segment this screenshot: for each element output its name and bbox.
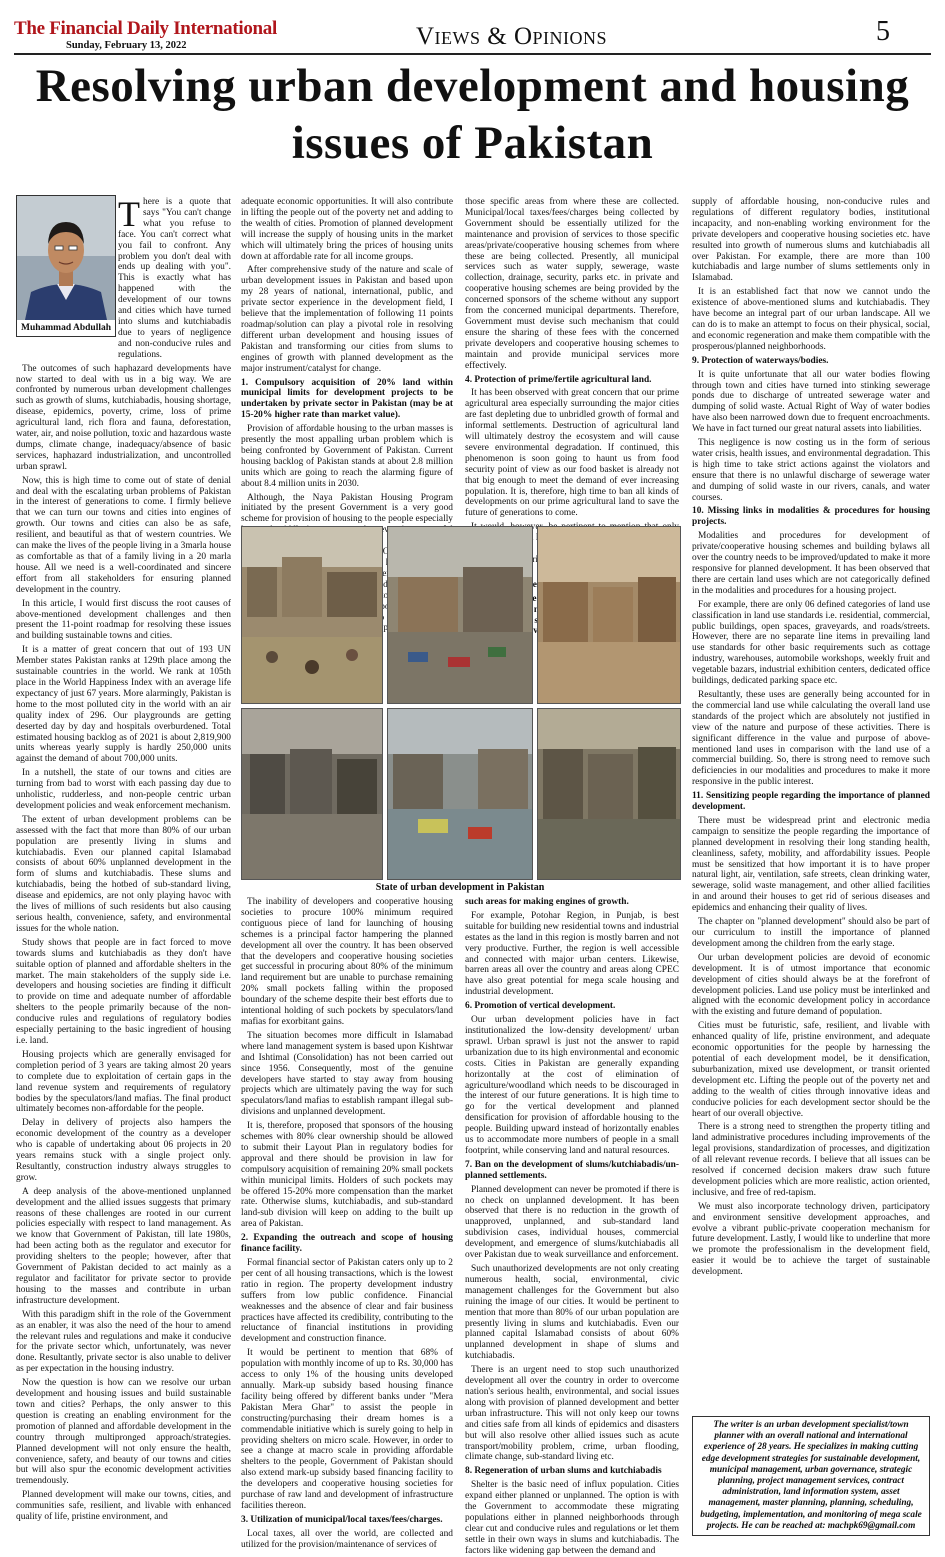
paragraph: It would be pertinent to mention that 68% of population with monthly income of up to Rs. 30,000 has access to only 1% of the housing units developed annually. Mark-up subsidy based housing finance facility being offered by different banks under "Mera Pakistan Mera Ghar" to assist the people in constructing/purchasing their dream homes is a commendable initiative which is surely going to help in providing shelters on micro scale. However, in order to see a change at macro scale in providing affordable shelters to the people, Government of Pakistan should also extend mark-up subsidy based financing facility to the developers and cooperative housing societies for purchase of raw land and development of infrastructure facilities thereon. bbox=[241, 1348, 453, 1511]
author-bio-box: The writer is an urban development specialist/town planner with an overall national and international experience of 28 years. He specializes in making cutting edge development strategies for sustainable development, municipal management, urban governance, strategic planning, project management services, contract administration, land information system, asset management, master planning, planning, scheduling, budgeting, implementation, and monitoring of mega scale projects. He can be reached at: machpk69@gmail.com bbox=[692, 1416, 930, 1536]
column-3-top bbox=[465, 197, 679, 524]
subheading: 9. Protection of waterways/bodies. bbox=[692, 355, 829, 366]
subheading: 6. Promotion of vertical development. bbox=[465, 1001, 616, 1012]
paragraph: With this paradigm shift in the role of the Government as an enabler, it was also the need of the hour to amend the relevant rules and regulations and make it conducive for the private sector which, unfortunately, was never done. Resultantly, private sector is also unable to deliver as per expectation in the housing industry. bbox=[16, 1309, 231, 1375]
subheading: 1. Compulsory acquisition of 20% land within municipal limits for development projects to be undertaken by private sector in Pakistan (may be at 15-20% higher rate than market value). bbox=[241, 377, 453, 421]
paragraph: A deep analysis of the above-mentioned unplanned development and the allied issues suggests that primary reasons of these challenges are rooted in our current policies especially with respect to land management. As we know that Government of Pakistan, till late 1980s, had been acting both as the regulator and executor for providing shelters to the people; however, after that Government of Pakistan decided to act mainly as a regulator and facilitator for private sector to provide housing to the masses and contribute in urban infrastructure development. bbox=[16, 1186, 231, 1306]
paragraph: We must also incorporate technology driven, participatory and environment sensitive development approaches, and evolve a vibrant public-private cooperation mechanism for future development. Lastly, I would like to underline that more we promote the professionalism in the development field, easier it would be to achieve the target of sustainable development. bbox=[692, 1201, 930, 1278]
photo-urban-slum-4 bbox=[241, 708, 383, 880]
subheading: 8. Regeneration of urban slums and kutchiabadis bbox=[465, 1466, 662, 1477]
photo-urban-slum-5 bbox=[537, 708, 681, 880]
dropcap: T bbox=[118, 194, 140, 234]
column-1 bbox=[16, 194, 231, 1532]
photo-urban-slum-2 bbox=[387, 526, 533, 704]
paragraph: In this article, I would first discuss the root causes of above-mentioned development challenges and then present the 11-point roadmap for resolving these issues and building sustainable towns and cities. bbox=[16, 598, 231, 642]
paragraph: Such unauthorized developments are not only creating numerous health, social, environmental, civic management challenges for the Government but also ruining the image of our cities. It would be pertinent to mention that more than 80% of our urban population are presently living in slums and kutchiabadis. Even our planned capital Islamabad consists of about 60% unplanned development in shape of slums and kutchiabadis. bbox=[465, 1264, 679, 1362]
paragraph: Our urban development policies are devoid of economic development. It is of utmost importance that economic development of cities should always be at the forefront of development policies. Land use policy must be interlinked and aligned with the economic development policy in accordance with the existing and future demand of population. bbox=[692, 952, 930, 1018]
paragraph: supply of affordable housing, non-conducive rules and regulations of different regulatory bodies, institutional incapacity, and non-enabling working environment for the private developers and cooperative housing societies etc. have resulted into growth of numerous slums and kutchiabadis all over Pakistan. For example, there are more than 100 kutchiabadis and large number of slums settlements only in Islamabad. bbox=[692, 197, 930, 284]
paragraph: The chapter on "planned development" should also be part of our curriculum to instill the importance of planned development among the children from the early stage. bbox=[692, 917, 930, 949]
paragraph: It has been observed with great concern that our prime agricultural area especially surrounding the major cities are fast depleting due to unbridled growth of formal and informal settlements. Destruction of agricultural land will ultimately destroy the ecosystem and will cause severe environmental degradation. If continued, this phenomenon is soon going to haunt us from food security point of view as our food basket is already not that big enough to meet the demand of ever increasing population. It is, therefore, high time to ban all kinds of developments on our prime agricultural land to save the future of generations to come. bbox=[465, 388, 679, 519]
photo-urban-slum-1 bbox=[241, 526, 383, 704]
paragraph: For example, Potohar Region, in Punjab, is best suitable for building new residential towns and industrial estates as the land in this region is mostly barren and not very productive. Further, the region is well accessible and connected with major urban centers. Likewise, barren areas all over the country and areas along CPEC have also great potential for mega scale housing and industrial development. bbox=[465, 910, 679, 998]
intro-text: here is a quote that says "You can't change what you refuse to face. You can't correct what you fail to confront. Any problem you don't deal with ends up dealing with you". This is exactly what has happened with the development of our towns and cities which have turned into slums and kutchiabadis due to years of negligence and non-conducive rules and regulations. bbox=[118, 197, 231, 360]
subheading: 7. Ban on the development of slums/kutchiabadis/un-planned settlements. bbox=[465, 1159, 679, 1181]
paragraph: Now, this is high time to come out of state of denial and deal with the escalating urban problems of Pakistan in the interest of generations to come. I firmly believe that we can turn our towns and cities into engines of growth. Our towns and cities can also be as safe, resilient, and beautiful as that of western countries. We can make the lives of the people living in a 3marla house as comfortable as that of a family living in a 20 marla house. All we need is a well-coordinated and sincere effort from all stakeholders for ensuring planned development in the country. bbox=[16, 475, 231, 595]
paragraph: Planned development can never be promoted if there is no check on unplanned development. It has been observed that there is no reduction in the growth of unapproved, unplanned, and sub-standard land subdivision cases, individual houses, commercial development, and emergence of slums/kutchiabadis all over Pakistan due to weak surveillance and enforcement. bbox=[465, 1184, 679, 1261]
subheading: 10. Missing links in modalities & procedures for housing projects. bbox=[692, 506, 930, 528]
author-name: Muhammad Abdullah bbox=[17, 320, 115, 336]
paragraph: This negligence is now costing us in the form of serious water crisis, health issues, and environmental degradation. This is high time to take strict actions against the violators and ensure that there is no unlawful discharge of sewerage water and dumping of solid waste in our rivers, canals, and water courses. bbox=[692, 438, 930, 503]
subheading: such areas for making engines of growth. bbox=[465, 897, 629, 907]
paragraph: Formal financial sector of Pakistan caters only up to 2 per cent of all housing transactions, which is the lowest ratio in region. The property development industry suffers from low public confidence. Financial weaknesses and the absence of clear and fair business practices have affected its credibility, contributing to the reluctance of financial institutions in providing development and construction finance. bbox=[241, 1258, 453, 1345]
column-2-bottom bbox=[241, 897, 453, 1550]
paragraph: Provision of affordable housing to the urban masses is presently the most appalling urban problem which is being confronted by Government of Pakistan. Current housing backlog of Pakistan stands at about 2.8 million units which are going to reach the alarming figure of about 8.4 million units in 2030. bbox=[241, 424, 453, 489]
paragraph: The outcomes of such haphazard developments have now started to deal with us in a big way. We are confronted by numerous urban development challenges such as growth of slums, kutchiabadis, housing shortage, disease, epidemics, poverty, crime, loss of prime agricultural land, rich flora and fauna, deforestation, water, air, and noise pollution, toxic and hazardous waste dumps, climate change, inadequacy/absence of basic services, haphazard industrialization, and uncontrolled urban sprawl. bbox=[16, 363, 231, 472]
header-rule bbox=[14, 53, 931, 55]
paragraph: Modalities and procedures for development of private/cooperative housing schemes and building bylaws all over the country needs to be improved/updated to make it more responsive for planned development. It has been observed that there are certain land uses which are not categorically defined in the modalities and procedures for a housing project. bbox=[692, 531, 930, 596]
paragraph: Our urban development policies have in fact institutionalized the low-density development/ urban sprawl. Urban sprawl is just not the answer to rapid urbanization due to its high environmental and economic costs. Cities in Pakistan are generally expanding horizontally at the cost of elimination of agriculture/woodland which needs to be discouraged in the interest of our future generations. It is high time to go for the vertical development and planned densification for provision of affordable housing to the people. Building upward instead of horizontally enables us to accommodate more numbers of people in a small footprint, while conserving land and natural resources. bbox=[465, 1015, 679, 1156]
newspaper-name: The Financial Daily International bbox=[14, 18, 277, 39]
headline: Resolving urban development and housing issues of Pakistan bbox=[35, 60, 910, 169]
paragraph: It is an established fact that now we cannot undo the existence of above-mentioned slums and kutchiabadis. They have become an integral part of our urban landscape. All we can do is to make an attempt to focus on their physical, social, and economic regeneration and make them compatible with the prosperous/planned neighborhoods. bbox=[692, 287, 930, 352]
subheading: 2. Expanding the outreach and scope of housing finance facility. bbox=[241, 1233, 453, 1255]
column-2-top bbox=[241, 197, 453, 612]
section-title: Views & Opinions bbox=[416, 23, 608, 50]
paragraph: Shelter is the basic need of influx population. Cities expand either planned or unplanned. The option is with the Government to accommodate these migrating populations either in planned neighborhoods through clear cut and conducive rules and regulations or let them settle in their own ways in slums and kutchiabadis. The factors like widening gap between the demand and bbox=[465, 1480, 679, 1556]
column-3-bottom bbox=[465, 897, 679, 1556]
paragraph: After comprehensive study of the nature and scale of urban development issues in Pakistan and based upon my 28 years of national, international, public, and private sector experience in the development field, I believe that the implementation of following 11 points roadmap/solution can play a pivotal role in resolving different urban development and housing issues of Pakistan and transforming our cities from slums to engines of growth with planned development as the major instrument/catalyst for change. bbox=[241, 265, 453, 374]
paragraph: The extent of urban development problems can be assessed with the fact that more than 80% of our urban population are presently living in slums and kutchiabadis. Even our planned capital Islamabad consists of about 60% unplanned development in the form of slums and kutchiabadis. These slums and kutchiabadis, being the hotbed of sub-standard living, disease and epidemics, are not only playing havoc with the lives of millions of such residents but also causing serious health, convenience, safety, and environmental issues for the whole nation. bbox=[16, 814, 231, 934]
paragraph: Although, the Naya Pakistan Housing Program initiated by the present Government is a very good scheme for provision of housing to the people especially to supportive bbox=[241, 492, 453, 612]
paragraph: Study shows that people are in fact forced to move towards slums and kutchiabadis as they don't have suitable option of planned and affordable shelters in the market. The main stakeholders of the supply side i.e. developers and housing societies are finding it difficult to provide on time and adequate number of affordable shelters to the people primarily because of the non-conducive rules and regulations of regulatory bodies especially pertaining to the basic ingredient of housing i.e. land. bbox=[16, 937, 231, 1046]
paragraph: The inability of developers and cooperative housing societies to procure 100% minimum required contiguous piece of land for launching of housing schemes is a principal factor hampering the planned development all over the country. It has been observed that the developers and cooperative housing societies get successful in procuring about 80% of the minimum land requirement but are unable to purchase remaining 20% small pockets falling within the proposed boundary of the scheme despite their best efforts due to intentional holding of such pockets by speculators/land mafias for exorbitant gains. bbox=[241, 897, 453, 1027]
paragraph: For example, there are only 06 defined categories of land use classification in land use standards i.e. residential, commercial, public buildings, open spaces, graveyards, and roads/streets. However, there are no separate line items in prevailing land use standards for other basic requirements such as cottage industry, warehouses, automobile workshops, weekly fruit and vegetable bazars, industrial exhibition centers, dedicated office buildings, dedicated parking space etc. bbox=[692, 599, 930, 687]
paragraph: adequate economic opportunities. It will also contribute in lifting the people out of the poverty net and adding to the wealth of cities. Promotion of planned development will increase the supply of housing units in the market which will ultimately bring the prices of housing units down at affordable rate for all income groups. bbox=[241, 197, 453, 262]
column-4 bbox=[692, 197, 930, 1410]
page-number: 5 bbox=[876, 16, 890, 47]
paragraph: It is, therefore, proposed that sponsors of the housing schemes with 80% clear ownership should be allowed to submit their Layout Plan in regulatory bodies for approval and there should be provision in law for compulsory acquisition of remaining 20% small pockets within municipal limits. Holders of such pockets may be offered 15-20% more compensation than the market rate. Otherwise slums, kutchiabadis, and sub-standard land-sub division will keep on adding to the built up area of Pakistan. bbox=[241, 1121, 453, 1230]
paragraph: Local taxes, all over the world, are collected and utilized for the provision/maintenance of services of bbox=[241, 1528, 453, 1550]
paragraph: Planned development will make our towns, cities, and communities safe, resilient, and livable with enhanced quality of life, pristine environment, and bbox=[16, 1490, 231, 1523]
paragraph: It is quite unfortunate that all our water bodies flowing through town and cities have turned into stinking sewerage ponds due to discharge of untreated sewerage water and dumping of solid waste. Actual Right of Way of water bodies have also been narrowed down due to frequent encroachments. We have in fact turned our great natural assets into liabilities. bbox=[692, 369, 930, 435]
paragraph: There is an urgent need to stop such unauthorized development all over the country in order to overcome nation's serious health, environmental, and social issues along with provision of planned development and better urban infrastructure. This will not only keep our towns and cities safe from all kinds of epidemics and disasters but will also resolve other allied issues such as acute transport/mobility problem, crime, urban flooding, climate change, sub-standard living etc. bbox=[465, 1365, 679, 1463]
paragraph: There must be widespread print and electronic media campaign to sensitize the people regarding the importance of planned development in resolving their long standing health, cleanliness, safety, mobility, and affordability issues. People must be sensitized that how important it is to have proper natural light, air, ventilation, safe streets, clean drinking water, sewerage, solid waste management, and other allied facilities in and around their houses to get rid of serious diseases and epidemics and enhancing their quality of lives. bbox=[692, 815, 930, 914]
masthead bbox=[14, 18, 277, 52]
paragraph: Delay in delivery of projects also hampers the economic development of the country as a developer who is capable of undertaking about 06 projects in 20 years remains stuck with a single project only. Resultantly, construction industry always struggles to grow. bbox=[16, 1118, 231, 1183]
paragraph: It is a matter of great concern that out of 193 UN Member states Pakistan ranks at 129th place among the sustainable countries in the world. We rank at 105th place in the World Happiness Index with an average life expectancy of just 67 years. More alarmingly, Pakistan is home to the most polluted city in the world with an air quality index of 296. Our playgrounds are getting deserted day by day and hospitals overburdened. Total estimated housing backlog as of 2021 is about 2,819,900 units whereas yearly supply is hardly 250,000 units against the demand of about 700,000 units. bbox=[16, 645, 231, 765]
paragraph: Now the question is how can we resolve our urban development and housing issues and build sustainable town and cities? Perhaps, the only answer to this question is creating an enabling environment for the promotion of planned and affordable development in the country through multipronged approach/strategies. Planned development will not only ensure the health, convenience, safety, and beauty of our towns and cities but will also spur the economic development activities tremendously. bbox=[16, 1378, 231, 1487]
subheading: 3. Utilization of municipal/local taxes/fees/charges. bbox=[241, 1514, 443, 1525]
subheading: 4. Protection of prime/fertile agricultural land. bbox=[465, 374, 652, 385]
paragraph: Cities must be futuristic, safe, resilient, and livable with enhanced quality of life, pristine environment, and adequate economic opportunities for the people by harnessing the potential of each development model, be it densification, suburbanization, mixed use development, or transit oriented development etc. Lifting the people out of the poverty net and adding to the wealth of cities through innovative ideas and conducive policies for each development sector should be the heart of our overall objective. bbox=[692, 1021, 930, 1119]
subheading: 11. Sensitizing people regarding the importance of planned development. bbox=[692, 791, 930, 813]
issue-date: Sunday, February 13, 2022 bbox=[66, 40, 187, 51]
paragraph: There is a strong need to strengthen the property titling and land administrative procedures including improvements of the legal provisions, standardization of processes, and digitization of all relevant revenue records. I believe that all issues can be resolved if concerned decision makers draw such future development policies which are more realistic, action oriented, inclusive, and free of red-tapism. bbox=[692, 1122, 930, 1198]
photo-urban-flooding bbox=[387, 708, 533, 880]
paragraph: Housing projects which are generally envisaged for completion period of 3 years are taking almost 20 years to complete due to exploitation of certain gaps in the land revenue system and requirements of regulatory bodies by the speculators/land mafias. The final product ultimately becomes non-affordable for the people. bbox=[16, 1049, 231, 1115]
paragraph: Resultantly, these uses are generally being accounted for in the commercial land use while calculating the overall land use standards of the project which are absolutely not justified in view of the nature and purpose of these activities. There is significant difference in the value and purpose of above-mentioned land uses in comparison with the land use of a commercial building. So, there is strong need to remove such deficiencies in our modalities and procedures to make it more responsive in the public interest. bbox=[692, 689, 930, 788]
photo-float-spacer bbox=[16, 197, 118, 355]
paragraph: those specific areas from where these are collected. Municipal/local taxes/fees/charges being collected by Government should be essentially utilized for the maintenance and provision of services to those specific areas/private/cooperative housing schemes from where these are being collected. Presently, all municipal services such as water supply, sewerage, waste collection, drainage, security, parks etc. in private and cooperative housing schemes are being provided by the concerned sponsors of the scheme without any support from the concerned municipal departments. Therefore, Government must devise such mechanism that could ensure the sharing of these fees with the concerned private developers and cooperative housing schemes to maintain and provide municipal services more effectively. bbox=[465, 197, 679, 371]
photo-urban-slum-3 bbox=[537, 526, 681, 704]
photo-caption: State of urban development in Pakistan bbox=[375, 882, 545, 893]
paragraph: In a nutshell, the state of our towns and cities are turning from bad to worst with each passing day due to unholistic, rudderless, and non-people centric urban development policies and weak enforcement mechanism. bbox=[16, 768, 231, 811]
paragraph: The situation becomes more difficult in Islamabad where land management system is based upon Kishtwar and Ishtimal (Consolidation) has not been carried out since 1956. Consequently, most of the genuine developers have started to stay away from housing projects which are ultimately paving the way for such speculators/land mafias to establish rampant illegal sub-divisions and unplanned development. bbox=[241, 1030, 453, 1118]
photo-collage bbox=[241, 526, 679, 896]
